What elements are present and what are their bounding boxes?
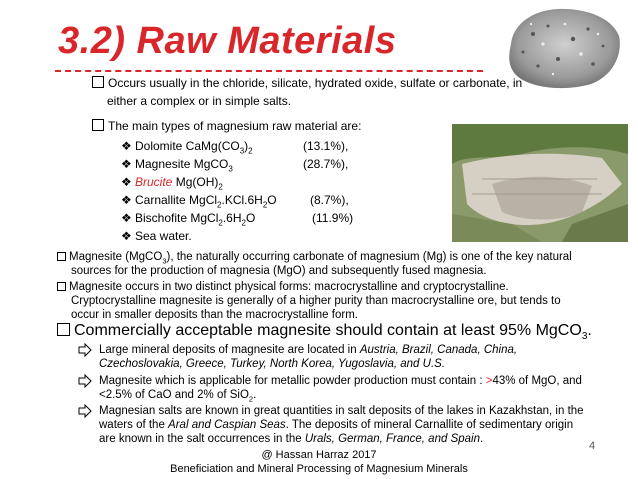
page-number: 4 — [589, 440, 596, 452]
mineral-bischofite: ❖ Bischofite $MgCl_2.6H_2O$ — [121, 211, 256, 228]
mineral-brucite: ❖ Brucite $Mg(OH)_2$ — [121, 175, 223, 192]
diamond-bullet-icon: ❖ — [121, 175, 132, 189]
diamond-bullet-icon: ❖ — [121, 139, 132, 153]
checkbox-icon — [57, 252, 66, 261]
bullet-forms-line-2: Cryptocrystalline magnesite is generally of a higher purity than macrocrystalline ore, but tends to — [71, 295, 561, 307]
bischofite-percent: (11.9%) — [312, 211, 354, 225]
pointing-hand-icon — [78, 374, 92, 388]
commercial-requirement: Commercially acceptable magnesite should contain at least 95% MgCO$_3$. — [57, 322, 592, 342]
bullet-magnesite-line-1: Magnesite (MgCO$_3$), the naturally occurring carbonate of magnesium (Mg) is one of the key natural — [57, 250, 572, 268]
magnesite-percent: (28.7%), — [303, 157, 349, 171]
diamond-bullet-icon: ❖ — [121, 229, 132, 243]
dolomite-percent: (13.1%), — [303, 139, 349, 153]
bullet-magnesite-line-2: sources for the production of magnesia (MgO) and subsequently fused magnesia. — [71, 265, 487, 277]
arrow3-line-1: Magnesian salts are known in great quantities in salt deposits of the lakes in Kazakhstan, in the — [99, 405, 584, 417]
intro-line-2: either a complex or in simple salts. — [107, 94, 292, 108]
mineral-magnesite: ❖ Magnesite MgCO$_3$ — [121, 157, 233, 174]
diamond-bullet-icon: ❖ — [121, 157, 132, 171]
arrow3-line-3: are known in the salt occurrences in the Urals, German, France, and Spain. — [99, 433, 484, 445]
carnallite-percent: (8.7%), — [310, 193, 349, 207]
quarry-photo — [452, 124, 628, 242]
mineral-carnallite: ❖ Carnallite $MgCl_2.KCl.6H_2O$ — [121, 193, 277, 210]
arrow2-line-2: <2.5% of CaO and 2% of SiO$_2$. — [99, 389, 257, 404]
pointing-hand-icon — [78, 404, 92, 418]
bullet-forms-line-3: occur in smaller deposits than the macrocrystalline form. — [71, 309, 358, 321]
slide-title: 3.2) Raw Materials — [58, 20, 397, 62]
arrow3-line-2: waters of the Aral and Caspian Seas. The deposits of mineral Carnallite of sedimentary origin — [99, 419, 574, 431]
footer-copyright: @ Hassan Harraz 2017 — [261, 449, 377, 461]
bullet-forms-line-1: Magnesite occurs in two distinct physical forms: macrocrystalline and cryptocrystalline. — [57, 280, 509, 294]
mineral-dolomite: ❖ Dolomite $CaMg(CO_3)_2$ — [121, 139, 253, 156]
checkbox-icon — [57, 323, 70, 336]
checkbox-icon — [92, 119, 104, 131]
intro-line-1: Occurs usually in the chloride, silicate, hydrated oxide, sulfate or carbonate, in — [92, 76, 522, 90]
footer-course-title: Beneficiation and Mineral Processing of Magnesium Minerals — [170, 463, 468, 475]
types-heading: The main types of magnesium raw material are: — [92, 119, 361, 133]
arrow1-line-1: Large mineral deposits of magnesite are located in Austria, Brazil, Canada, China, — [99, 344, 518, 356]
checkbox-icon — [92, 76, 104, 88]
diamond-bullet-icon: ❖ — [121, 193, 132, 207]
pointing-hand-icon — [78, 343, 92, 357]
arrow1-line-2: Czechoslovakia, Greece, Turkey, North Korea, Yugoslavia, and U.S. — [99, 358, 446, 370]
mineral-seawater: ❖ Sea water. — [121, 229, 192, 243]
arrow2-line-1: Magnesite which is applicable for metallic powder production must contain : >43% of MgO, and — [99, 375, 582, 387]
checkbox-icon — [57, 282, 66, 291]
title-underline — [55, 70, 483, 72]
diamond-bullet-icon: ❖ — [121, 211, 132, 225]
